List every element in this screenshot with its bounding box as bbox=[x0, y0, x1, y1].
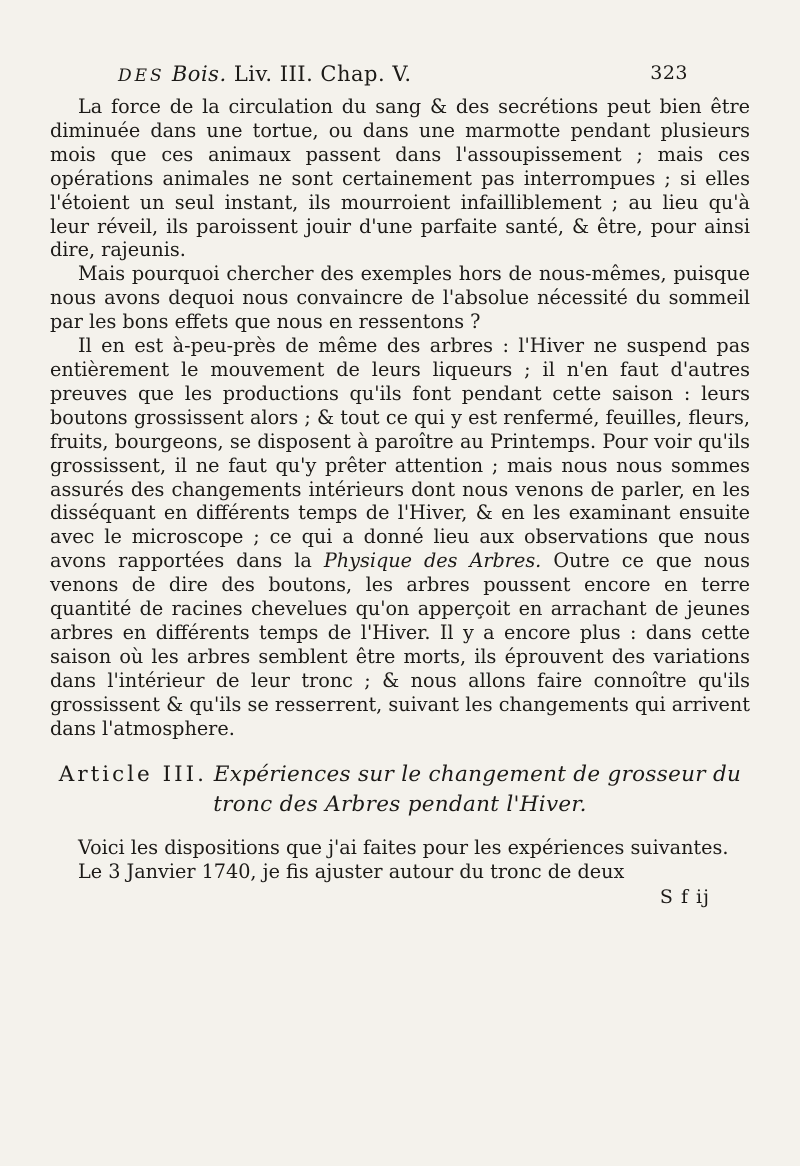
paragraph-arbres-tail: Outre ce que nous venons de dire des boutons, les arbres poussent encore en terre quantité de racines chevelues qu'on apperçoit en arrachant de jeunes arbres en différents temps de l'Hiver. Il y a encore plus : dans cette saison où les arbres semblent être morts, ils éprouvent des variations dans l'intérieur de leur tronc ; & nous allons faire connoître qu'ils grossissent & qu'ils se resserrent, suivant les changements qui arrivent dans l'atmosphere. bbox=[50, 549, 750, 740]
paragraph-janvier: Le 3 Janvier 1740, je fis ajuster autour du tronc de deux bbox=[78, 860, 625, 884]
article-label: Article III. bbox=[58, 762, 207, 788]
body-text bbox=[50, 95, 750, 908]
running-header bbox=[118, 62, 688, 94]
article-heading bbox=[50, 760, 750, 820]
paragraph-arbres-citation: Physique des Arbres. bbox=[323, 549, 542, 573]
running-title-rest: Liv. III. Chap. V. bbox=[233, 62, 412, 86]
page-number: 323 bbox=[650, 62, 688, 84]
running-title-italic: Bois. bbox=[171, 62, 227, 86]
paragraph-arbres-main: Il en est à-peu-près de même des arbres : l'Hiver ne suspend pas entièrement le mouvement de leurs liqueurs ; il n'en faut d'autres preuves que les productions qu'ils font pendant cette saison : leurs boutons grossissent alors ; & tout ce qui y est renfermé, feuilles, fleurs, fruits, bourgeons, se disposent à paroître au Printemps. Pour voir qu'ils grossissent, il ne faut qu'y prêter attention ; mais nous nous sommes assurés des changements intérieurs dont nous venons de parler, en les disséquant en différents temps de l'Hiver, & en les examinant ensuite avec le microscope ; ce qui a donné lieu aux observations que nous avons rapportées dans la bbox=[50, 334, 750, 573]
signature-mark: S f ij bbox=[659, 886, 710, 909]
paragraph-arbres bbox=[50, 334, 750, 740]
article-title: Expériences sur le changement de grosseur du tronc des Arbres pendant l'Hiver. bbox=[213, 762, 742, 818]
paragraph-circulation: La force de la circulation du sang & des secrétions peut bien être diminuée dans une tortue, ou dans une marmotte pendant plusieurs mois que ces animaux passent dans l'assoupissement ; mais ces opérations animales ne sont certainement pas interrompues ; si elles l'étoient un seul instant, ils mourroient infailliblement ; au lieu qu'à leur réveil, ils paroissent jouir d'une parfaite santé, & être, pour ainsi dire, rajeunis. bbox=[50, 95, 750, 262]
running-title-prefix: DES bbox=[118, 66, 165, 86]
paragraph-dispositions: Voici les dispositions que j'ai faites pour les expériences suivantes. bbox=[78, 836, 729, 860]
paragraph-sommeil: Mais pourquoi chercher des exemples hors de nous-mêmes, puisque nous avons dequoi nous convaincre de l'absolue nécessité du sommeil par les bons effets que nous en ressentons ? bbox=[50, 262, 750, 334]
running-title bbox=[118, 62, 412, 86]
